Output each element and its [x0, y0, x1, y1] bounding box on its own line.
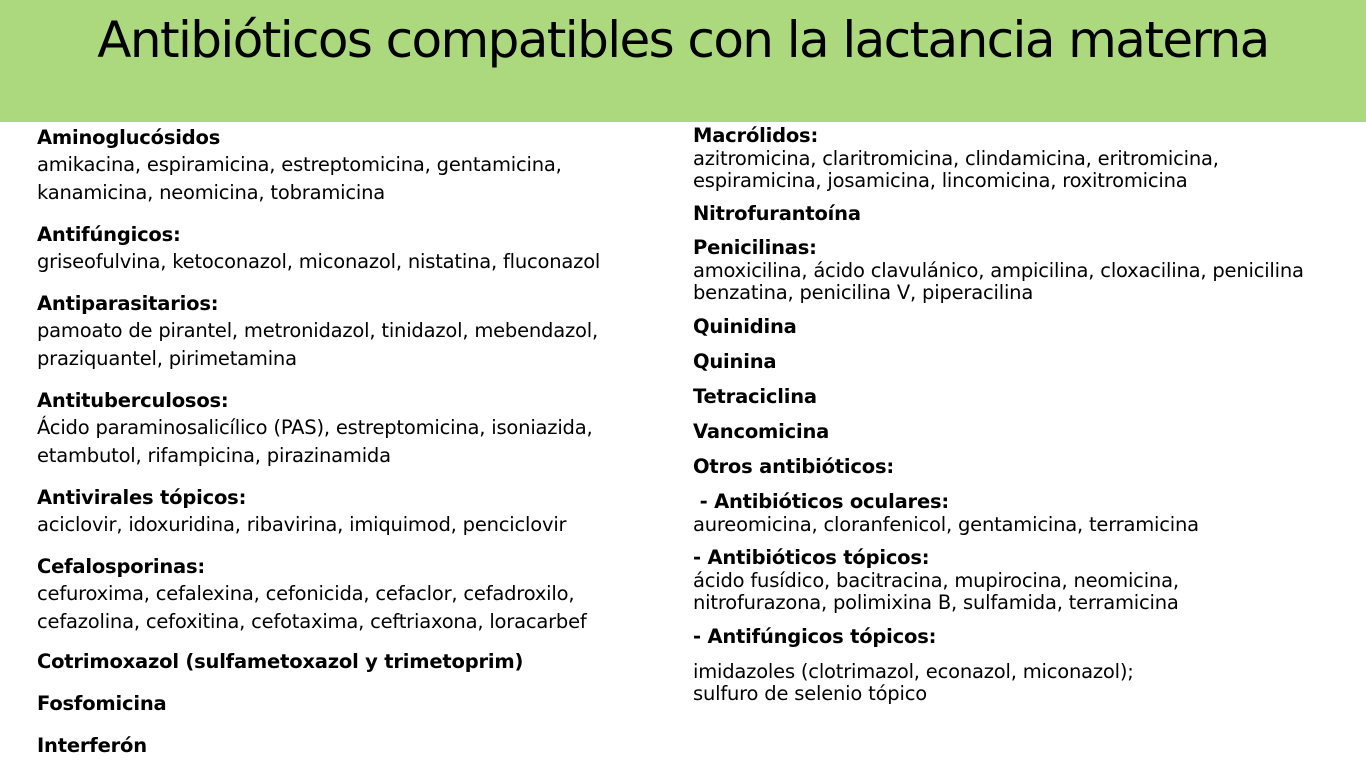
section-heading: Cotrimoxazol (sulfametoxazol y trimetoprim) [37, 650, 524, 673]
section-macrolidos [693, 124, 1363, 192]
section-heading: Macrólidos: [693, 124, 819, 147]
drug-list-line: aciclovir, idoxuridina, ribavirina, imiquimod, penciclovir [37, 513, 567, 536]
section-heading: Penicilinas: [693, 236, 817, 259]
section-heading: Antituberculosos: [37, 389, 229, 412]
section-antiparasitarios [37, 290, 647, 373]
section-heading: Fosfomicina [37, 692, 167, 715]
drug-list-line: azitromicina, claritromicina, clindamicina, eritromicina, [693, 147, 1219, 170]
section-heading: Quinina [693, 350, 777, 373]
section-heading: Cefalosporinas: [37, 555, 205, 578]
section-quinina [693, 350, 1363, 374]
drug-list-line: ácido fusídico, bacitracina, mupirocina, neomicina, [693, 569, 1179, 592]
drug-list-line: griseofulvina, ketoconazol, miconazol, nistatina, fluconazol [37, 250, 601, 273]
drug-list-line: kanamicina, neomicina, tobramicina [37, 181, 385, 204]
section-tetraciclina [693, 385, 1363, 409]
drug-list-line: imidazoles (clotrimazol, econazol, miconazol); [693, 660, 1134, 683]
section-penicilinas [693, 236, 1363, 304]
section-antituberculosos [37, 387, 647, 470]
section-antivirales [37, 484, 647, 539]
drug-list-line: cefazolina, cefoxitina, cefotaxima, ceftriaxona, loracarbef [37, 610, 587, 633]
section-heading: Antifúngicos: [37, 223, 181, 246]
section-quinidina [693, 315, 1363, 339]
drug-list-line: sulfuro de selenio tópico [693, 682, 927, 705]
drug-list-line: benzatina, penicilina V, piperacilina [693, 281, 1034, 304]
title-banner [0, 0, 1366, 122]
section-nitrofurantoina [693, 202, 1363, 226]
drug-list-line: espiramicina, josamicina, lincomicina, roxitromicina [693, 169, 1188, 192]
section-oculares [693, 490, 1363, 536]
section-heading: Vancomicina [693, 420, 830, 443]
section-heading: - Antifúngicos tópicos: [693, 625, 937, 648]
section-heading: Aminoglucósidos [37, 126, 221, 149]
section-topicos [693, 546, 1363, 614]
page-title: Antibióticos compatibles con la lactancia materna [97, 11, 1269, 70]
section-heading: - Antibióticos oculares: [693, 490, 949, 513]
drug-list-line: aureomicina, cloranfenicol, gentamicina, terramicina [693, 513, 1199, 536]
section-heading: - Antibióticos tópicos: [693, 546, 930, 569]
right-column [693, 124, 1363, 705]
section-fosfomicina [37, 690, 647, 717]
drug-list-line: nitrofurazona, polimixina B, sulfamida, terramicina [693, 591, 1179, 614]
drug-list-line: cefuroxima, cefalexina, cefonicida, cefaclor, cefadroxilo, [37, 582, 575, 605]
section-heading: Interferón [37, 734, 147, 757]
section-antifungicos-topicos [693, 625, 1363, 705]
drug-list-line: etambutol, rifampicina, pirazinamida [37, 444, 391, 467]
section-otros [693, 455, 1363, 479]
drug-list-line: Ácido paraminosalicílico (PAS), estreptomicina, isoniazida, [37, 416, 593, 439]
drug-list-line: amoxicilina, ácido clavulánico, ampicilina, cloxacilina, penicilina [693, 259, 1304, 282]
section-heading: Quinidina [693, 315, 797, 338]
section-antifungicos [37, 221, 647, 276]
section-aminoglucosidos [37, 124, 647, 207]
drug-list-line: praziquantel, pirimetamina [37, 347, 297, 370]
drug-list-line: amikacina, espiramicina, estreptomicina, gentamicina, [37, 153, 562, 176]
section-cefalosporinas [37, 553, 647, 636]
section-vancomicina [693, 420, 1363, 444]
section-interferon [37, 732, 647, 759]
section-cotrimoxazol [37, 648, 647, 675]
section-heading: Nitrofurantoína [693, 202, 861, 225]
section-heading: Otros antibióticos: [693, 455, 894, 478]
section-heading: Antivirales tópicos: [37, 486, 247, 509]
section-heading: Tetraciclina [693, 385, 817, 408]
section-heading: Antiparasitarios: [37, 292, 219, 315]
drug-list-line: pamoato de pirantel, metronidazol, tinidazol, mebendazol, [37, 319, 598, 342]
left-column [37, 124, 647, 759]
